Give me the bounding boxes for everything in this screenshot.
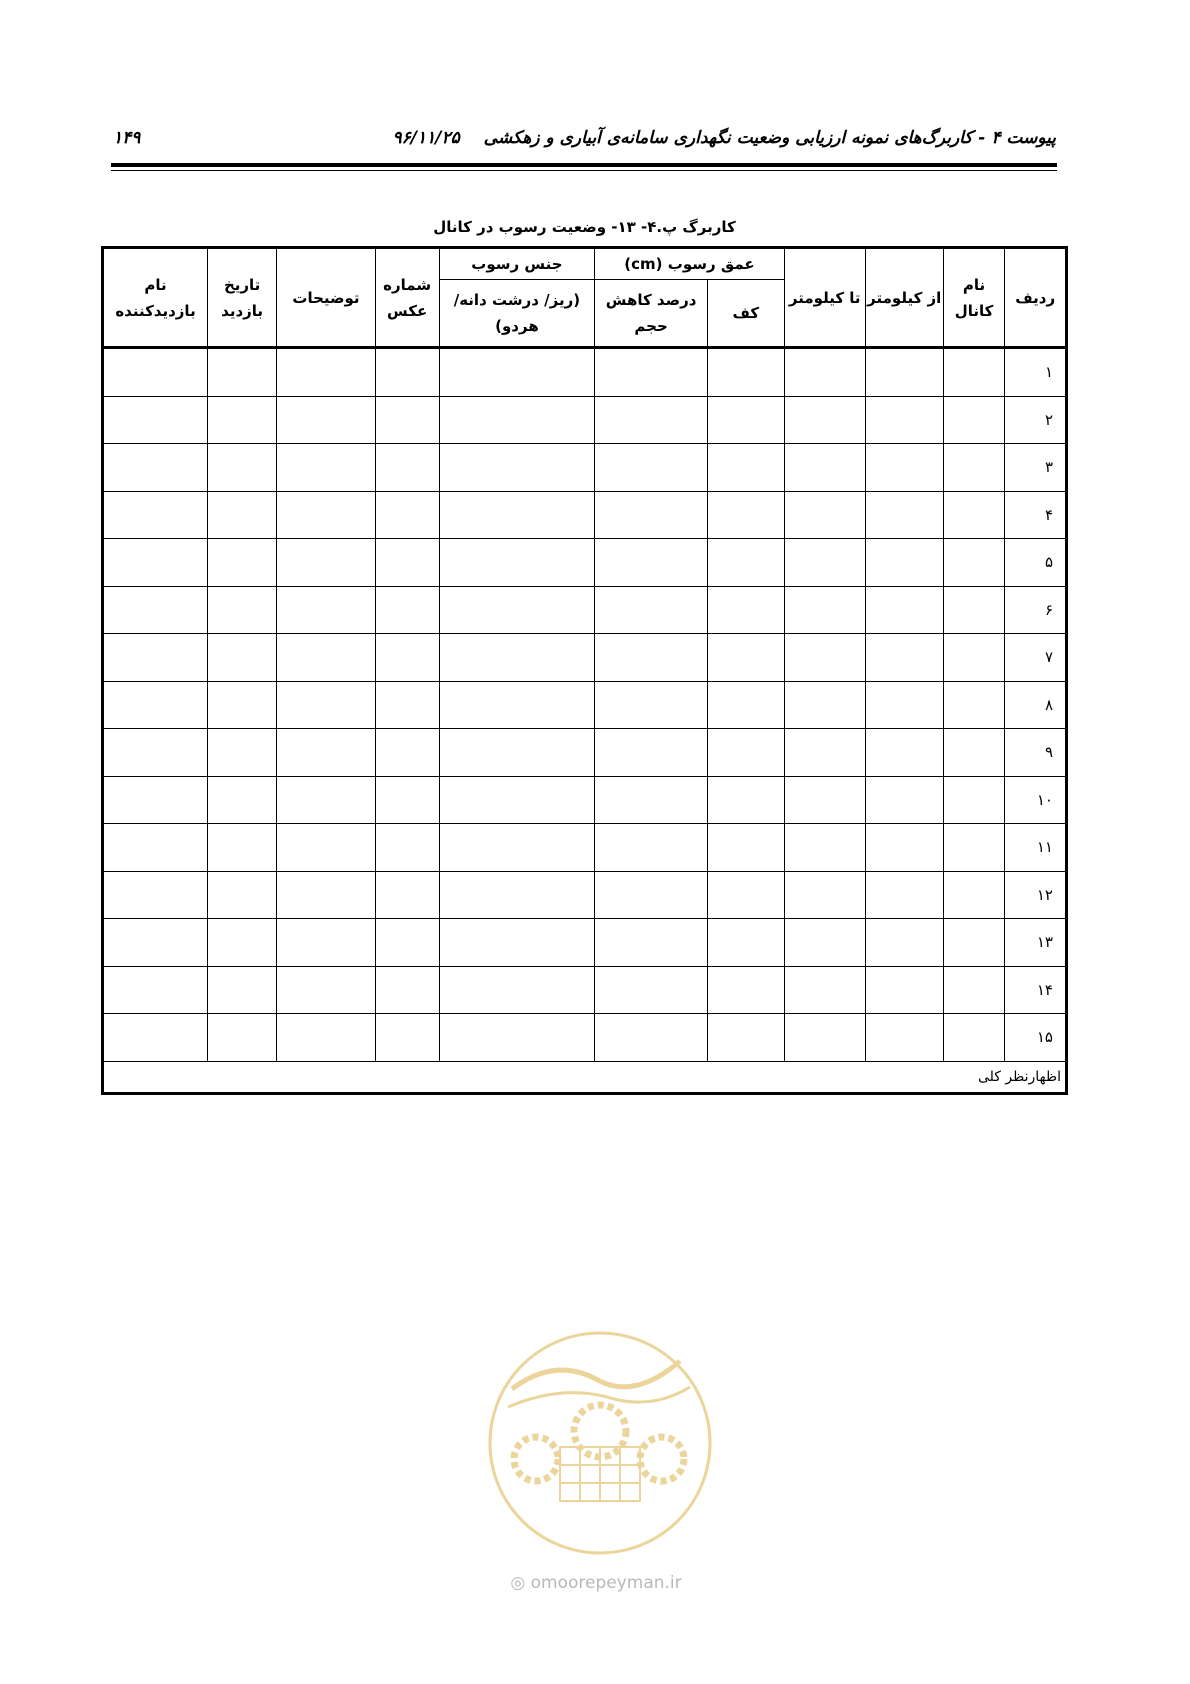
header-notes: توضیحات [277, 248, 375, 348]
cell-grain-size[interactable] [439, 919, 595, 967]
table-row [103, 919, 1067, 967]
cell-volume-reduction[interactable] [595, 1014, 708, 1062]
cell-photo-number[interactable] [375, 348, 439, 397]
table-row [103, 539, 1067, 587]
watermark-url [496, 1573, 696, 1593]
cell-to-km[interactable] [784, 919, 865, 967]
row-number: ۳ [1005, 444, 1067, 492]
cell-floor-depth[interactable] [707, 491, 784, 539]
cell-visit-date[interactable] [208, 491, 277, 539]
cell-photo-number[interactable] [375, 776, 439, 824]
cell-canal-name[interactable] [943, 348, 1005, 397]
cell-volume-reduction[interactable] [595, 634, 708, 682]
cell-photo-number[interactable] [375, 919, 439, 967]
page-number: ۱۴۹ [113, 128, 141, 148]
cell-floor-depth[interactable] [707, 586, 784, 634]
row-number: ۹ [1005, 729, 1067, 777]
sediment-status-table [101, 246, 1068, 1095]
cell-visitor-name[interactable] [103, 871, 208, 919]
cell-visit-date[interactable] [208, 444, 277, 492]
cell-to-km[interactable] [784, 776, 865, 824]
cell-visit-date[interactable] [208, 824, 277, 872]
cell-canal-name[interactable] [943, 681, 1005, 729]
cell-floor-depth[interactable] [707, 348, 784, 397]
cell-volume-reduction[interactable] [595, 966, 708, 1014]
row-number: ۷ [1005, 634, 1067, 682]
cell-visitor-name[interactable] [103, 966, 208, 1014]
cell-from-km[interactable] [865, 444, 943, 492]
cell-visit-date[interactable] [208, 681, 277, 729]
row-number: ۴ [1005, 491, 1067, 539]
table-row [103, 444, 1067, 492]
cell-canal-name[interactable] [943, 586, 1005, 634]
cell-from-km[interactable] [865, 491, 943, 539]
cell-grain-size[interactable] [439, 586, 595, 634]
cell-to-km[interactable] [784, 1014, 865, 1062]
cell-visit-date[interactable] [208, 586, 277, 634]
cell-notes[interactable] [277, 491, 375, 539]
cell-notes[interactable] [277, 871, 375, 919]
cell-volume-reduction[interactable] [595, 491, 708, 539]
cell-volume-reduction[interactable] [595, 776, 708, 824]
table-caption: کاربرگ پ.۴- ۱۳- وضعیت رسوب در کانال [433, 218, 736, 236]
cell-grain-size[interactable] [439, 634, 595, 682]
cell-grain-size[interactable] [439, 348, 595, 397]
cell-volume-reduction[interactable] [595, 871, 708, 919]
header-to-km: تا کیلومتر [784, 248, 865, 348]
cell-visitor-name[interactable] [103, 919, 208, 967]
header-rule-thin [111, 170, 1057, 171]
cell-to-km[interactable] [784, 396, 865, 444]
globe-icon: ◎ [510, 1573, 526, 1593]
table-row [103, 396, 1067, 444]
cell-to-km[interactable] [784, 539, 865, 587]
header-visit-date: تاریخ بازدید [208, 248, 277, 348]
cell-visitor-name[interactable] [103, 348, 208, 397]
row-number: ۵ [1005, 539, 1067, 587]
cell-floor-depth[interactable] [707, 396, 784, 444]
cell-visitor-name[interactable] [103, 824, 208, 872]
cell-grain-size[interactable] [439, 966, 595, 1014]
cell-photo-number[interactable] [375, 586, 439, 634]
header-sediment-depth: عمق رسوب (cm) [595, 248, 784, 280]
cell-grain-size[interactable] [439, 444, 595, 492]
header-photo-number: شماره عکس [375, 248, 439, 348]
cell-canal-name[interactable] [943, 729, 1005, 777]
table-row [103, 681, 1067, 729]
general-comment-field[interactable]: اظهارنظر کلی [103, 1061, 1067, 1093]
cell-canal-name[interactable] [943, 919, 1005, 967]
cell-from-km[interactable] [865, 681, 943, 729]
header-title [393, 128, 1056, 148]
cell-to-km[interactable] [784, 824, 865, 872]
cell-photo-number[interactable] [375, 444, 439, 492]
cell-visitor-name[interactable] [103, 681, 208, 729]
header-from-km: از کیلومتر [865, 248, 943, 348]
cell-notes[interactable] [277, 776, 375, 824]
cell-photo-number[interactable] [375, 396, 439, 444]
cell-from-km[interactable] [865, 1014, 943, 1062]
header-sediment-type: جنس رسوب [439, 248, 595, 280]
cell-volume-reduction[interactable] [595, 824, 708, 872]
cell-canal-name[interactable] [943, 634, 1005, 682]
cell-from-km[interactable] [865, 634, 943, 682]
general-comment-row [103, 1061, 1067, 1093]
cell-photo-number[interactable] [375, 491, 439, 539]
cell-visitor-name[interactable] [103, 444, 208, 492]
cell-photo-number[interactable] [375, 729, 439, 777]
cell-grain-size[interactable] [439, 681, 595, 729]
row-number: ۱۲ [1005, 871, 1067, 919]
cell-floor-depth[interactable] [707, 634, 784, 682]
cell-notes[interactable] [277, 919, 375, 967]
cell-from-km[interactable] [865, 729, 943, 777]
cell-photo-number[interactable] [375, 681, 439, 729]
cell-visit-date[interactable] [208, 919, 277, 967]
cell-visitor-name[interactable] [103, 634, 208, 682]
cell-to-km[interactable] [784, 444, 865, 492]
cell-grain-size[interactable] [439, 871, 595, 919]
cell-to-km[interactable] [784, 348, 865, 397]
table-row [103, 586, 1067, 634]
cell-photo-number[interactable] [375, 824, 439, 872]
cell-canal-name[interactable] [943, 396, 1005, 444]
cell-floor-depth[interactable] [707, 1014, 784, 1062]
cell-volume-reduction[interactable] [595, 396, 708, 444]
cell-grain-size[interactable] [439, 776, 595, 824]
cell-visit-date[interactable] [208, 348, 277, 397]
cell-canal-name[interactable] [943, 871, 1005, 919]
table-row [103, 348, 1067, 397]
row-number: ۱۵ [1005, 1014, 1067, 1062]
cell-visit-date[interactable] [208, 966, 277, 1014]
header-visitor-name: نام بازدیدکننده [103, 248, 208, 348]
cell-volume-reduction[interactable] [595, 539, 708, 587]
header-canal-name: نام کانال [943, 248, 1005, 348]
cell-canal-name[interactable] [943, 444, 1005, 492]
cell-floor-depth[interactable] [707, 729, 784, 777]
cell-volume-reduction[interactable] [595, 586, 708, 634]
cell-photo-number[interactable] [375, 871, 439, 919]
cell-notes[interactable] [277, 586, 375, 634]
table-row [103, 729, 1067, 777]
cell-notes[interactable] [277, 539, 375, 587]
cell-floor-depth[interactable] [707, 681, 784, 729]
cell-notes[interactable] [277, 1014, 375, 1062]
table-row [103, 966, 1067, 1014]
header-grain-size: (ریز/ درشت دانه/هردو) [439, 280, 595, 348]
row-number: ۱۴ [1005, 966, 1067, 1014]
cell-from-km[interactable] [865, 776, 943, 824]
cell-notes[interactable] [277, 348, 375, 397]
header-rule-thick [111, 163, 1057, 167]
header-title-text: پیوست ۴ - کاربرگ‌های نمونه ارزیابی وضعیت نگهداری سامانه‌ی آبیاری و زهکشی [483, 128, 1056, 148]
header-floor: کف [707, 280, 784, 348]
cell-from-km[interactable] [865, 871, 943, 919]
header-date: ۹۶/۱۱/۲۵ [392, 128, 460, 148]
cell-volume-reduction[interactable] [595, 444, 708, 492]
cell-grain-size[interactable] [439, 729, 595, 777]
cell-to-km[interactable] [784, 681, 865, 729]
cell-to-km[interactable] [784, 634, 865, 682]
row-number: ۱ [1005, 348, 1067, 397]
cell-from-km[interactable] [865, 539, 943, 587]
row-number: ۲ [1005, 396, 1067, 444]
cell-canal-name[interactable] [943, 539, 1005, 587]
cell-to-km[interactable] [784, 586, 865, 634]
cell-grain-size[interactable] [439, 1014, 595, 1062]
cell-visit-date[interactable] [208, 634, 277, 682]
cell-canal-name[interactable] [943, 966, 1005, 1014]
cell-visit-date[interactable] [208, 1014, 277, 1062]
cell-to-km[interactable] [784, 729, 865, 777]
cell-canal-name[interactable] [943, 824, 1005, 872]
cell-grain-size[interactable] [439, 539, 595, 587]
page-header [113, 128, 1056, 156]
cell-from-km[interactable] [865, 824, 943, 872]
cell-volume-reduction[interactable] [595, 681, 708, 729]
cell-notes[interactable] [277, 681, 375, 729]
cell-visit-date[interactable] [208, 396, 277, 444]
header-volume-reduction: درصد کاهش حجم [595, 280, 708, 348]
row-number: ۸ [1005, 681, 1067, 729]
cell-photo-number[interactable] [375, 1014, 439, 1062]
cell-grain-size[interactable] [439, 491, 595, 539]
cell-visitor-name[interactable] [103, 586, 208, 634]
row-number: ۱۳ [1005, 919, 1067, 967]
table-row [103, 634, 1067, 682]
cell-canal-name[interactable] [943, 776, 1005, 824]
cell-photo-number[interactable] [375, 966, 439, 1014]
table-row [103, 871, 1067, 919]
cell-visit-date[interactable] [208, 871, 277, 919]
cell-grain-size[interactable] [439, 824, 595, 872]
cell-volume-reduction[interactable] [595, 348, 708, 397]
cell-notes[interactable] [277, 396, 375, 444]
row-number: ۶ [1005, 586, 1067, 634]
table-row [103, 491, 1067, 539]
watermark-url-text: omoorepeyman.ir [530, 1573, 682, 1593]
cell-volume-reduction[interactable] [595, 729, 708, 777]
cell-to-km[interactable] [784, 491, 865, 539]
watermark-logo [484, 1327, 716, 1559]
row-number: ۱۱ [1005, 824, 1067, 872]
row-number: ۱۰ [1005, 776, 1067, 824]
cell-volume-reduction[interactable] [595, 919, 708, 967]
cell-from-km[interactable] [865, 348, 943, 397]
cell-from-km[interactable] [865, 966, 943, 1014]
cell-floor-depth[interactable] [707, 919, 784, 967]
cell-visit-date[interactable] [208, 539, 277, 587]
header-row-number: ردیف [1005, 248, 1067, 348]
cell-visitor-name[interactable] [103, 396, 208, 444]
cell-notes[interactable] [277, 966, 375, 1014]
cell-visit-date[interactable] [208, 776, 277, 824]
cell-from-km[interactable] [865, 586, 943, 634]
cell-notes[interactable] [277, 634, 375, 682]
cell-visitor-name[interactable] [103, 729, 208, 777]
cell-visit-date[interactable] [208, 729, 277, 777]
cell-notes[interactable] [277, 729, 375, 777]
cell-from-km[interactable] [865, 396, 943, 444]
cell-visitor-name[interactable] [103, 539, 208, 587]
cell-floor-depth[interactable] [707, 539, 784, 587]
table-row [103, 824, 1067, 872]
cell-floor-depth[interactable] [707, 824, 784, 872]
cell-notes[interactable] [277, 824, 375, 872]
cell-from-km[interactable] [865, 919, 943, 967]
cell-grain-size[interactable] [439, 396, 595, 444]
table-row [103, 776, 1067, 824]
cell-floor-depth[interactable] [707, 871, 784, 919]
cell-floor-depth[interactable] [707, 966, 784, 1014]
cell-visitor-name[interactable] [103, 491, 208, 539]
cell-floor-depth[interactable] [707, 776, 784, 824]
cell-notes[interactable] [277, 444, 375, 492]
cell-photo-number[interactable] [375, 634, 439, 682]
cell-visitor-name[interactable] [103, 776, 208, 824]
cell-floor-depth[interactable] [707, 444, 784, 492]
cell-to-km[interactable] [784, 871, 865, 919]
cell-visitor-name[interactable] [103, 1014, 208, 1062]
table-row [103, 1014, 1067, 1062]
cell-photo-number[interactable] [375, 539, 439, 587]
cell-to-km[interactable] [784, 966, 865, 1014]
cell-canal-name[interactable] [943, 1014, 1005, 1062]
cell-canal-name[interactable] [943, 491, 1005, 539]
